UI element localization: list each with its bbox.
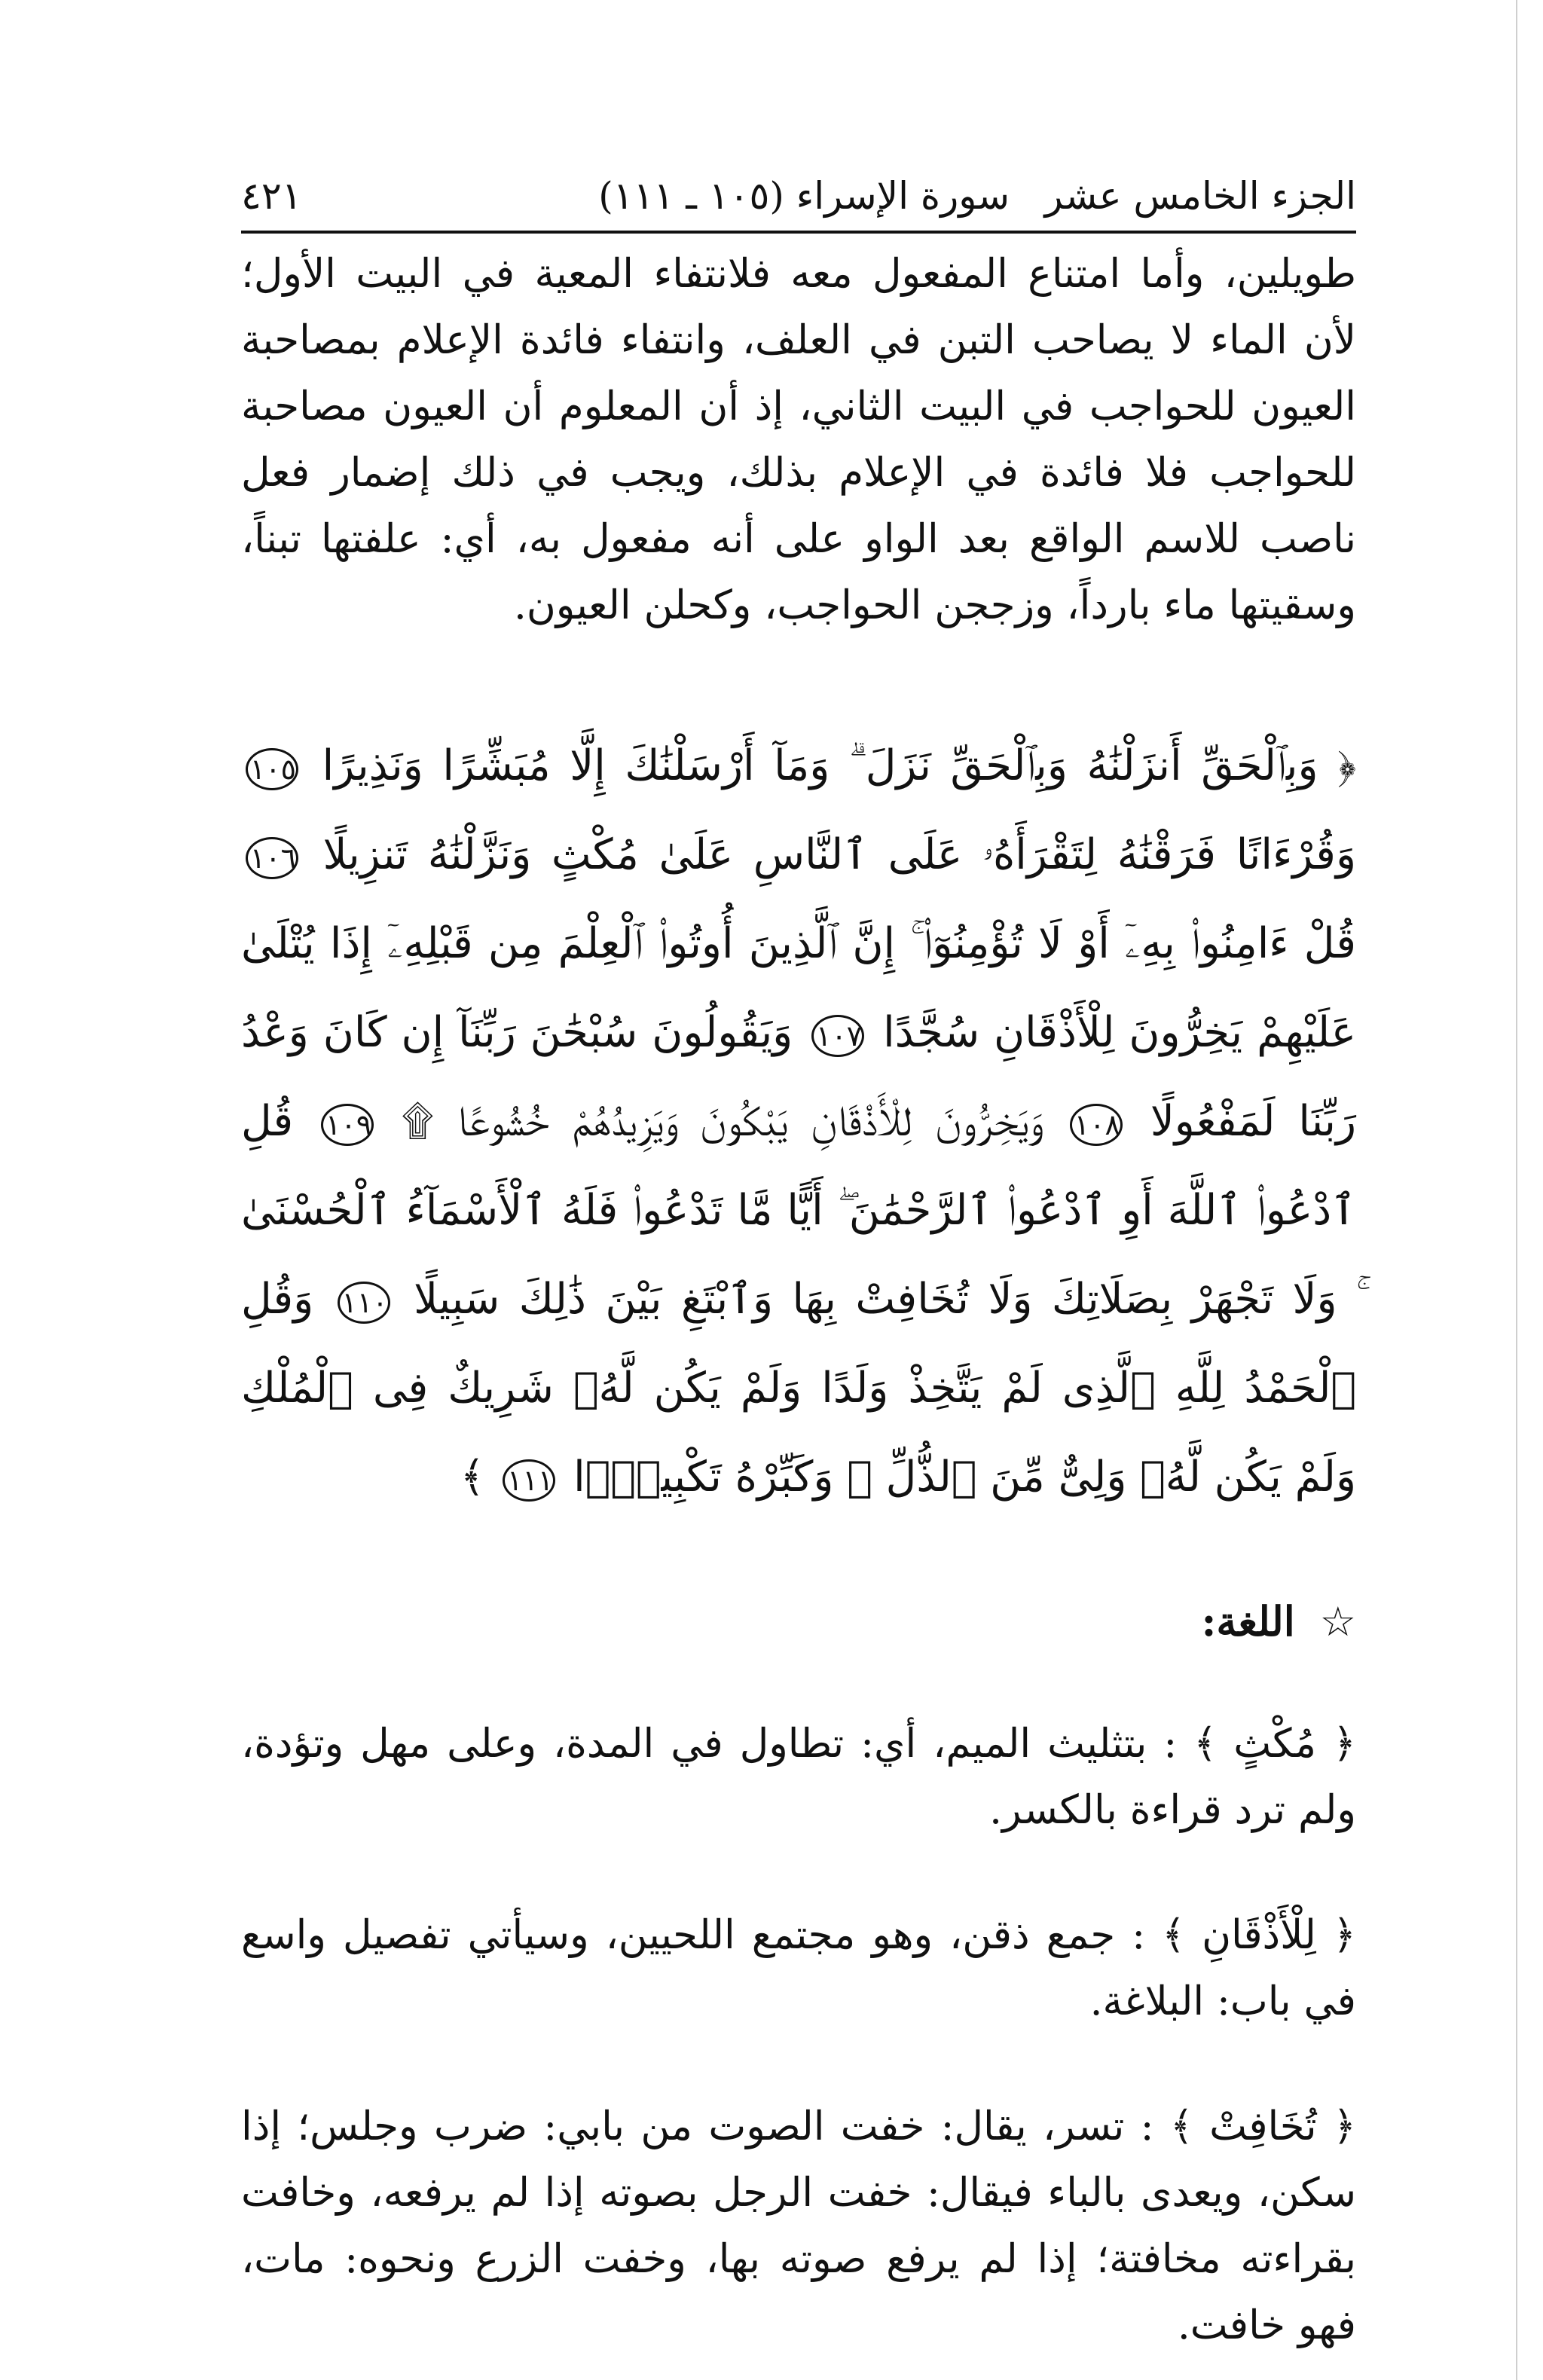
ayah-number-marker: ١١١ [503,1459,555,1502]
surah-title: سورة الإسراء (١٠٥ ـ ١١١) [598,174,1010,218]
quran-verses [241,722,1356,1522]
star-icon: ☆ [1319,1598,1356,1645]
verse-text: وَقُلِ ٱلْحَمْدُ لِلَّهِ ٱلَّذِى لَمْ يَتَّخِذْ وَلَدًا وَلَمْ يَكُن لَّهُۥ شَرِيكٌ فِى ٱلْمُلْكِ وَلَمْ يَكُن لَّهُۥ وَلِىٌّ مِّنَ ٱلذُّلِّ ۖ وَكَبِّرْهُ تَكْبِيرًۢا [241,1275,1356,1502]
verse-text: ﴿ وَبِٱلْحَقِّ أَنزَلْنَٰهُ وَبِٱلْحَقِّ نَزَلَ ۗ وَمَآ أَرْسَلْنَٰكَ إِلَّا مُبَشِّرًا وَنَذِيرًا [322,741,1356,790]
section-heading [241,1591,1356,1652]
running-header [241,166,1356,234]
ayah-number-marker: ١٠٥ [246,748,298,790]
vocab-definition: : تسر، يقال: خفت الصوت من بابي: ضرب وجلس؛ إذا سكن، ويعدى بالباء فيقال: خفت الرجل بصوته إذا لم يرفعه، وخافت بقراءته مخافتة؛ إذا لم يرفع صوته بها، وخفت الزرع ونحوه: مات، فهو خافت. [241,2104,1356,2348]
vocab-definition: : بتثليث الميم، أي: تطاول في المدة، وعلى مهل وتؤدة، ولم ترد قراءة بالكسر. [241,1721,1356,1833]
vocab-definition: : جمع ذقن، وهو مجتمع اللحيين، وسيأتي تفصيل واسع في باب: البلاغة. [241,1912,1356,2024]
ayah-number-marker: ١٠٧ [811,1015,864,1057]
vocab-entry [241,1902,1356,2035]
vocab-term: ﴿ مُكْثٍ ﴾ [1193,1721,1356,1767]
ayah-number-marker: ١٠٦ [246,837,298,879]
vocab-entry [241,1711,1356,1844]
verse-text: وَيَقُولُونَ سُبْحَٰنَ رَبِّنَآ إِن كَانَ وَعْدُ رَبِّنَا لَمَفْعُولًا [241,1008,1356,1146]
verse-text: قُلْ ءَامِنُوا۟ بِهِۦٓ أَوْ لَا تُؤْمِنُوٓا۟ ۚ إِنَّ ٱلَّذِينَ أُوتُوا۟ ٱلْعِلْمَ مِن قَبْلِهِۦٓ إِذَا يُتْلَىٰ عَلَيْهِمْ يَخِرُّونَ لِلْأَذْقَانِ سُجَّدًا [241,919,1357,1057]
verse-text: قُلِ ٱدْعُوا۟ ٱللَّهَ أَوِ ٱدْعُوا۟ ٱلرَّحْمَٰنَ ۖ أَيًّا مَّا تَدْعُوا۟ فَلَهُ ٱلْأَسْمَآءُ ٱلْحُسْنَىٰ ۚ وَلَا تَجْهَرْ بِصَلَاتِكَ وَلَا تُخَافِتْ بِهَا وَٱبْتَغِ بَيْنَ ذَٰلِكَ سَبِيلًا [241,1097,1356,1324]
part-title: الجزء الخامس عشر [1044,174,1356,218]
intro-paragraph: طويلين، وأما امتناع المفعول معه فلانتفاء المعية في البيت الأول؛ لأن الماء لا يصاحب التبن في العلف، وانتفاء فائدة الإعلام بمصاحبة العيون للحواجب في البيت الثاني، إذ أن المعلوم أن العيون مصاحبة للحواجب فلا فائدة في الإعلام بذلك، ويجب في ذلك إضمار فعل ناصب للاسم الواقع بعد الواو على أنه مفعول به، أي: علفتها تبناً، وسقيتها ماء بارداً، وزججن الحواجب، وكحلن العيون. [241,251,1356,628]
vocab-term: ﴿ لِلْأَذْقَانِ ﴾ [1162,1912,1356,1958]
closing-bracket: ﴾ [460,1453,485,1502]
ayah-number-marker: ١١٠ [338,1282,390,1324]
ayah-number-marker: ١٠٨ [1070,1104,1123,1146]
page-edge-line [1516,0,1517,2380]
verse-text: وَيَخِرُّونَ لِلْأَذْقَانِ يَبْكُونَ وَيَزِيدُهُمْ خُشُوعًا ۩ [402,1097,1042,1146]
section-title: اللغة: [1201,1597,1295,1645]
book-page [241,166,1357,2348]
verse-text: وَقُرْءَانًا فَرَقْنَٰهُ لِتَقْرَأَهُۥ عَلَى ٱلنَّاسِ عَلَىٰ مُكْثٍ وَنَزَّلْنَٰهُ تَنزِيلًا [322,830,1356,879]
ayah-number-marker: ١٠٩ [321,1104,374,1146]
vocab-term: ﴿ تُخَافِتْ ﴾ [1169,2104,1356,2149]
page-number: ٤٢١ [241,174,302,218]
vocab-entry [241,2094,1356,2359]
